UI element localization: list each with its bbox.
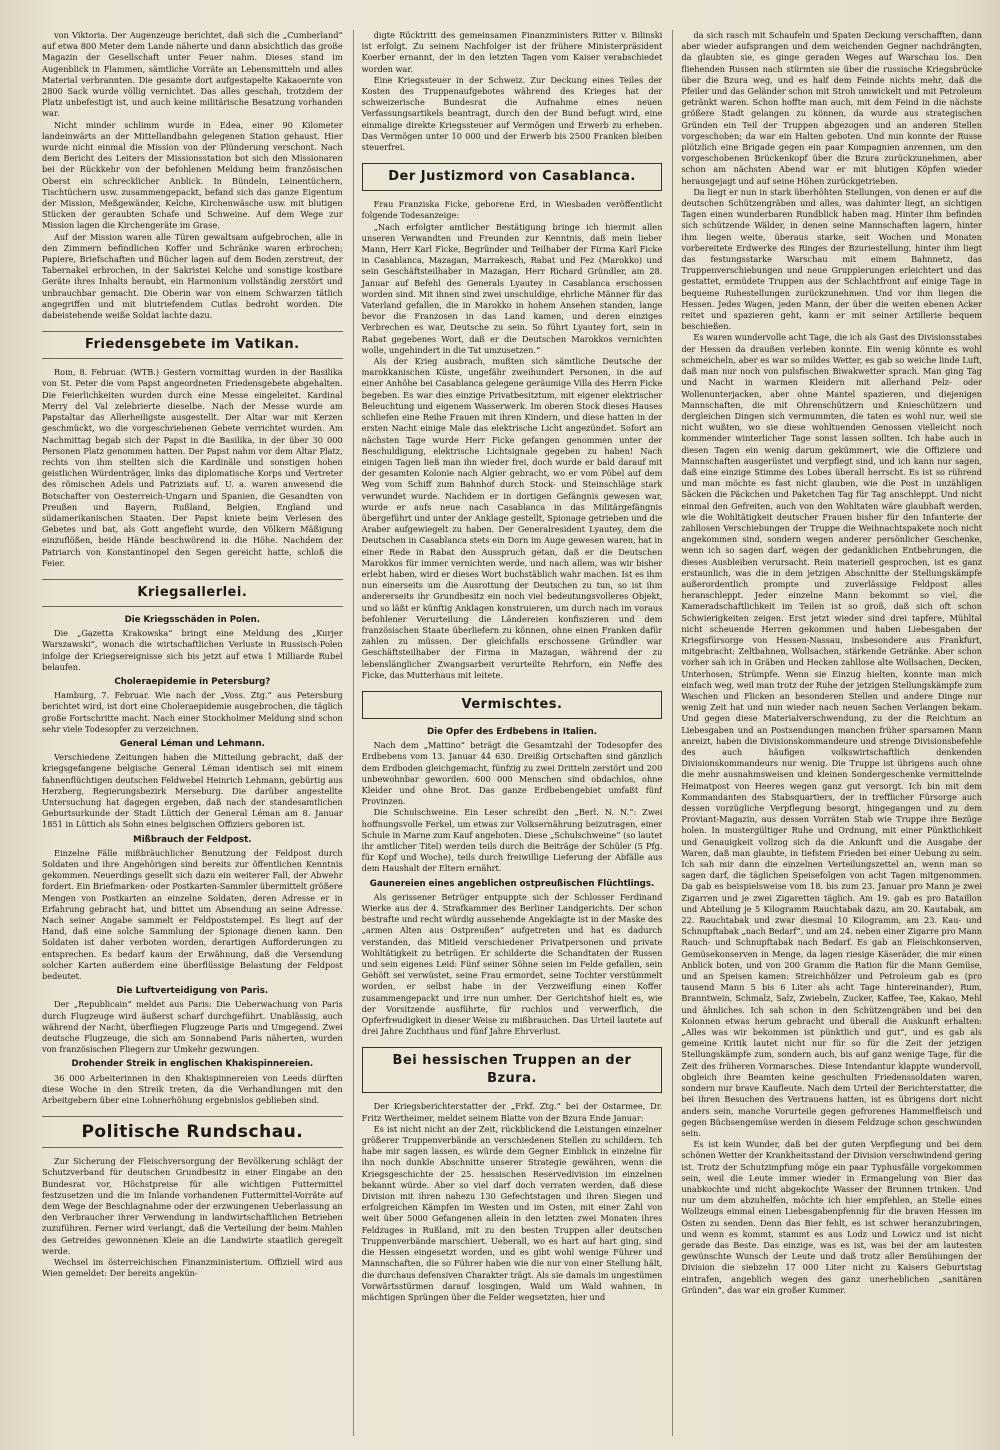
paragraph: Frau Franziska Ficke, geborene Erd, in Wiesbaden veröffentlicht folgende Todesanzeige: — [361, 199, 663, 221]
paragraph: Es ist kein Wunder, daß bei der guten Verpflegung und bei dem schönen Wetter der Krankheitsstand der Division verschwindend gering ist. Trotz der Schutzimpfung möge ein paar Typhusfälle vorgekommen sein, weil die Leute immer wieder in Ermangelung von Bier das unabkochte und nicht abgekochte Wasser der Brunnen trinken. Und nur um dem abzuhelfen, möchte ich hier empfehlen, an Stelle eines Wollzeugs einmal einen Liebesgabenpfennig für die braven Hessen im Osten zu senden. Denn das Bier fehlt, es ist schwer heranzubringen, und wenn es kommt, stammt es aus Lodz und Lowicz und ist nicht gerade das Beste. Das einzige, was es ist, was bei der am lautesten gewünschte Wunsch der Leute und daß trotz aller Bemühungen der Division die siebzehn 17 000 Liter nicht zu Kaisers Geburtstag eintrafen, angeblich wegen des ganz unerheblichen „sanitären Gründen“, das war ein großer Kummer. — [681, 1139, 983, 1295]
paragraph: Die Schulschweine. Ein Leser schreibt den „Berl. N. N.“: Zwei hoffnungsvolle Ferkel, um etwas zur Volksernährung beizutragen, einer Schule in Marne zum Kauf angeboten. Diese „Schulschweine“ (so lautet ihr amtlicher Titel) werden teils durch die Beiträge der Schüler (5 Pfg. für Kopf und Woche), teils durch freiwillige Lieferung der Abfälle aus dem Haushalt der Eltern ernährt. — [361, 807, 663, 874]
subheading: Die Kriegsschäden in Polen. — [124, 614, 261, 625]
paragraph: Da liegt er nun in stark überhöhten Stellungen, von denen er auf die deutschen Schützengräben und alles, was dahinter liegt, an sichtigen Tagen einen wunderbaren Rundblick haben mag. Hinter ihm befinden sich schützende Wälder, in denen seine Mannschaften lagern, hinter ihm liegen weite, überaus starke, seit Wochen und Monaten vorbereitete Erdwerke des Ringes der Bzuriestellung, hinter ihm liegt das festungsstarke Warschau mit einem Bahnnetz, das Truppenverschiebungen und neue Gruppierungen erleichtert und das gestattet, ermüdete Truppen aus der Schlachtfront auf einige Tage in bequeme Ruhestellungen zurückzunehmen. Und vor ihm liegen die Hessen. Jedes Wagen, jeden Mann, der über die weiten ebenen Acker reitet und spazieren geht, kann er mit seiner Artillerie bequem beschießen. — [681, 186, 983, 332]
paragraph: Eine Kriegssteuer in der Schweiz. Zur Deckung eines Teiles der Kosten des Truppenaufgebotes während des Krieges hat der schweizerische Bundesrat die Aufnahme eines neuen Verfassungsartikels beantragt, durch den der Bund befugt wird, eine einmalige direkte Kriegssteuer auf Vermögen und Erwerb zu erheben. Das Vermögen unter 10 000 und der Erwerb bis 2500 Franken bleiben steuerfrei. — [361, 74, 663, 153]
paragraph: Es waren wundervolle acht Tage, die ich als Gast des Divisionsstabes der Hessen da draußen verleben konnte. Ein wenig könnte es wohl schmeicheln, aber es war so mildes Wetter, es gab so weiche linde Luft, daß man nur noch von pulsfischen Biwakwetter sprach. Man ging Tag und Nacht in warmen Kleidern mit allerhand Pelz- oder Wollenunterjacken, aber ohne Mantel spazieren, und diejenigen Mannschaften, die mit Ohrenschützern und Knieschützern und dergleichen Dingen sich vermummten, die taten es wohl nur, weil sie nicht wußten, wo sie diese wohltuenden Genossen vielleicht noch kommender winterlicher Tage sonst lassen sollten. Ich habe auch in diesen Tagen ein wenig darum gekümmert, wie die Offiziere und Mannschaften ausgerüstet und verpflegt sind, und ich kann nur sagen, daß eine einzige Stimme des Lobes überall herrscht. Es ist so rührend und man möchte es fast nicht glauben, wie die Post in unzähligen Säcken die Päckchen und Paketchen Tag für Tag anschleppt. Und nicht einmal den Gefreiten, auch von den Wohltaten wäre glaubhaft werden, wie die Wohltätigkeit deutscher Frauen bisher für den Infanterie der zahllosen Verschiebungen der Truppe die Weihnachtspakete noch nicht angekommen sind, sondern wegen anderer persönlicher Geschenke, wenn ich so sagen darf, wegen der gedanklichen Entbehrungen, die dieses Ausbleiben verursacht. Rein materiell gesprochen, ist es ganz erstaunlich, was die in dem jetzigen Abschnitte der Stellungskämpfe außerordentlich prompte und zuverlässige Feldpost alles heranschleppt. Jeder einzelne Mann bekommt so viel, die Kameradschaftlichkeit im Teilen ist so groß, daß sich oft schon Schwierigkeiten zeigen. Erst jetzt wieder sind drei tapfere, Mühltal nicht scheuende Herren gekommen und haben Liebesgaben der Kriegsfürsorge von Hessen-Nassau, insbesondere aus Frankfurt, mitgebracht: Zeltbahnen, Wollsachen, stärkende Getränke. Aber schon vorher sah ich in Gräben und Hecken zahllose alte Wollsachen, Decken, Unterhosen, Strümpfe. Wenn sie Einzug hielten, konnte man mich einfach weg, weil man trotz der Ruhe der jetzigen Stellungskämpfe zum Waschen und Flicken an besonderen Stellen und andere Dinge nur wenig Zeit hat und nun wieder nach neuen Sachen Verlangen bekam. Und gegen diese Materialverschwendung, zu der die Reichtum an Liebesgaben und an Postsendungen manchen früher sparsamen Mann anreizt, haben die Divisionskommandeure und strenge Divisionsbefehle des auch häufigen volkswirtschaftlich denkenden Divisionskommandeurs nur wenig. Die Truppe ist übrigens auch ohne die mehr ausnahmsweisen und kleinen Sondergeschenke vermittelnde Heimatpost von Heeres wegen ganz gut versorgt. Ich bin mit dem Kommandanten des Stabsquartiers, der in trefflicher Fürsorge auch dessen vorzügliche Verpflegung besorgt, hingegangen und zu dem Proviant-Magazin, aus dessen Vorräten Stab wie Truppe ihre Bezüge holen. In mustergültiger Ruhe und Ordnung, mit einer Pünktlichkeit und Genauigkeit vollzog sich da die Ankunft und die Ausgabe der Waren, daß man glaubte, in tiefstem Frieden bei einer Uebung zu sein. Ich sah mir dann die einzelnen Verteilungszettel an, wenn man so sagen darf, die täglichen Speisefolgen von acht Tagen mitgenommen. Da gab es beispielsweise vom 18. bis zum 23. Januar pro Mann je zwei Zigarren und je zwei Zigaretten täglich. Am 19. gab es pro Bataillon und Abteilung je 5 Kilogramm Rauchtabak dazu, am 20. Kautabak, am 22. Rauchtabak und zwar diesmal 10 Kilogramm, am 23. Kau- und Schnupftabak „nach Bedarf“, und am 24. neben einer Zigarre pro Mann Rauch- und Schnupftabak nach Bedarf. Es gab an Fleischkonserven, Gemüsekonserven in Menge, da lagen riesige Käseräder, die mir einen Anblick boten, und von 200 Gramm die Ration für die Mann Gemüse, und an Speisen kamen: Streichhölzer und Petroleum gab es (pro tausend Mann 5 bis 6 Liter als acht Tage hintereinander), Rum, Branntwein, Schmalz, Salz, Zwiebeln, Zucker, Kaffee, Tee, Kakao, Mehl und ähnliches. Ich sah schon in den Schützengräben und bei den Kolonnen etwas herum gebracht und überall die Auskunft erhalten: „Alles was wir bekommen ist pünktlich und gut“, und es gab als gemeine Kritik lautet nicht nur für so für die Zeit der jetzigen Stellungskämpfe zum, sondern auch, bis auf ganz wenige Tage, für die Zeit des früheren Vormarsches. Diese Intendantur klappte wundervoll, obgleich ihre Beamten keine geschulten Friedenssoldaten waren, sondern nur brave Kaufleute. Nach dem Urteil der Berichterstatter, die bei ihren Besuchen des Vertrauens hatten, ist es übrigens dort nicht anders sein, manche Vorurteile gegen gefrorenes Hammelfleisch und gegen Büchsengemüse werden in diesem Feldzuge schon geschwunden sein. — [681, 332, 983, 1138]
paragraph: Verschiedene Zeitungen haben die Mitteilung gebracht, daß der kriegsgefangene belgische General Léman identisch sei mit einem fahnenflüchtigen deutschen Feldwebel Heinrich Lehmann, gebürtig aus Herzberg, Regierungsbezirk Merseburg. Die darüber angestellte Untersuchung hat dagegen ergeben, daß nach der standesamtlichen Geburtsurkunde der Stadt Lüttich der General Léman am 8. Januar 1851 in Lüttich als Sohn eines belgischen Offiziers geboren ist. — [42, 752, 343, 830]
subheading: Gaunereien eines angeblichen ostpreußischen Flüchtlings. — [369, 878, 655, 889]
paragraph: Zur Sicherung der Fleischversorgung der Bevölkerung schlägt der Schutzverband für deutschen Grundbesitz in einer Eingabe an den Bundesrat vor, Höchstpreise für alle wichtigen Futtermittel festzusetzen und die im Inlande vorhandenen Futtermittel-Vorräte auf dem Wege der Beschlagnahme oder der erzwungenen Ueberlassung an den Verbraucher ihrer Verwendung in landwirtschaftlichen Betrieben zuzuführen. Ferner wird verlangt, daß die Verteilung der beim Mahlen des Getreides gewonnenen Kleie an die Landwirte staatlich geregelt werde. — [42, 1156, 343, 1256]
column-1 — [42, 30, 343, 1436]
paragraph: Rom, 8. Februar. (WTB.) Gestern vormittag wurden in der Basilika von St. Peter die vom Papst angeordneten Friedensgebete abgehalten. Die Feierlichkeiten wurden durch eine Messe eingeleitet. Kardinal Merry del Val zelebrierte dieselbe. Nach der Messe wurde am Papstaltar das Allerheiligste ausgestellt. Der Altar war mit Kerzen geschmückt, wo die vorgeschriebenen Gebete verrichtet wurden. Am Nachmittag begab sich der Papst in die Basilika, in der über 30 000 Personen Platz genommen hatten. Der Papst nahm vor dem Altar Platz, rechts von ihm stellten sich die Kardinäle und sonstigen hohen geistlichen Würdenträger, links das diplomatische Korps und Vertreter des römischen Adels und Patriziats auf. U. a. waren anwesend die Botschafter von Oesterreich-Ungarn und Spanien, die Gesandten von Preußen und Bayern, Rußland, Belgien, England und südamerikanischen Staaten. Der Papst kniete beim Verlesen des Gebetes und bat, als Gott angefleht wurde, den Völkern Mäßigung einzuflößen, beide Hände beschwörend in die Höhe. Nachdem der Patriarch von Konstantinopel den Segen gereicht hatte, schloß die Feier. — [42, 367, 343, 568]
article-heading: Vermischtes. — [362, 691, 663, 719]
paragraph: da sich rasch mit Schaufeln und Spaten Deckung verschafften, dann aber wieder aufsprangen und dem weichenden Gegner nachdrängten, da glaubten sie, es ginge geraden Weges auf Warschau los. Den fliehenden Russen nach stürmten sie über die russische Kriegsbrücke über die Bzura weg, und es half dem Feinde nichts mehr, daß die Pfeiler und das Geländer schon mit Stroh umwickelt und mit Petroleum getränkt waren. Schon hoffte man auch, mit dem Feind in die nächste größere Stadt gelangen zu können, da wurde aus strategischen Gründen ein Teil der Truppen abgezogen und an anderen Stellen vorgeschoben; da war ein Halten geboten. Und nun konnte der Russe plötzlich eine Brigade gegen ein paar Kompagnien anrennen, um den vorgeschobenen Brückenkopf über die Bzura zurückzunehmen, aber schon am nächsten Abend war er mit blutigen Köpfen wieder herausgejagt und auf seine Höhen zurückgetrieben. — [681, 30, 983, 186]
paragraph: Einzelne Fälle mißbräuchlicher Benutzung der Feldpost durch Soldaten und ihre Angehörigen sind bereits zur öffentlichen Kenntnis gekommen. Neuerdings gesellt sich dazu ein weiterer Fall, der Abwehr fordert. Ein Briefmarken- oder Postkarten-Sammler übermittelt größere Mengen von Postkarten an einzelne Soldaten, deren Adresse er in Erfahrung gebracht hat, und bittet um Absendung an seine Adresse. Nach seiner Angabe sammelt er Feldpoststempel. Es liegt auf der Hand, daß eine solche Sammlung der Spionage dienen kann. Den Soldaten ist daher verboten worden, derartigen Aufforderungen zu entsprechen. Es bedarf kaum der Erwähnung, daß die Versendung solcher Karten außerdem eine überflüssige Belastung der Feldpost bedeutet. — [42, 847, 343, 982]
paragraph: Die „Gazetta Krakowska“ bringt eine Meldung des „Kurjer Warszawski“, wonach die wirtschaftlichen Verluste in Russisch-Polen infolge der Kriegsereignisse sich bis jetzt auf etwa 1 Milliarde Rubel belaufen. — [42, 628, 343, 672]
paragraph: Als der Krieg ausbrach, mußten sich sämtliche Deutsche der marokkanischen Küste, ungefähr zweihundert Personen, in die auf einer Anhöhe bei Casablanca gelegene geräumige Villa des Herrn Ficke begeben. Es war dies einzige Privatbesitztum, mit eigener elektrischer Beleuchtung und eigenem Wasserwerk. Im oberen Stock dieses Hauses schliefen eine Reihe Frauen mit ihren Kindern, und diese hatten in der ersten Nacht einige Male das elektrische Licht angezündet. Sofort am nächsten Tage wurde Herr Ficke gefangen genommen unter der Beschuldigung, elektrische Lichtsignale gegeben zu haben! Nach einigen Tagen ließ man ihn wieder frei, doch wurde er bald darauf mit der gesamten Kolonie nach Algier gebracht, wo er vom Pöbel auf dem Weg vom Schiff zum Bahnhof durch Stock- und Steinschläge stark verwundet wurde. Nachdem er in dortigen Gefängnis gewesen war, wurde er aufs neue nach Casablanca in das Militärgefängnis übergeführt und unter der Anklage gestellt, Spionage getrieben und die Araber aufgewiegelt zu haben. Der Generalresident Lyautey, dem die Deutschen in Casablanca stets ein Dorn im Auge gewesen waren, hat in einer Rede in Rabat den Ausspruch getan, daß er die Deutschen Marokkos für immer vernichten werde, und nach allem, was wir bisher erlebt haben, wird er dieses Wort buchstäblich wahr machen. Ist es ihm nun einerseits um die Ausrottung der Deutschen zu tun, so ist ihm andererseits ihr Grundbesitz ein noch viel bedeutungsvolleres Objekt, und so läßt er künftig Anklagen konstruieren, um durch nach im voraus befohlener Verurteilung die Ländereien konfiszieren und dem französischen Staate überliefern zu können, ohne einen Franken dafür zahlen zu müssen. Der gleichfalls erschossene Gründler war Geschäftsteilhaber der Firma in Mazagan, während der zu lebenslänglicher Zwangsarbeit verurteilte Rehrforn, ein Neffe des Ficke, das Mutterhaus mit leitete. — [361, 356, 663, 680]
column-3 — [672, 30, 982, 1436]
paragraph: Der Kriegsberichterstatter der „Frkf. Ztg.“ bei der Ostarmee, Dr. Fritz Wertheimer, meldet seinem Blatte von der Bzura Ende Januar: — [361, 1101, 663, 1123]
paragraph: Als gerissener Betrüger entpuppte sich der Schlosser Ferdinand Wierke aus der 4. Strafkammer des Berliner Landgerichts. Der schon bestrafte und recht würdig aussehende Angeklagte ist in der Maske des „armen Alten aus Ostpreußen“ aufgetreten und hat es dadurch verstanden, das Mitleid verschiedener Privatpersonen und private Wohltätigkeit zu betrügen. Er schilderte die Schandtaten der Russen und sein eigenes Leid: Fünf seiner Söhne seien im Felde gefallen, sein Gehöft sei verwüstet, seine Frau ermordet, seine Tochter verstümmelt worden, er selbst habe in der Verzweiflung einen Koffer zusammengepackt und irre nun umher. Der Gerichtshof hielt es, wie der Vorsitzende ausführte, für ruchlos und verwerflich, die Opferfreudigkeit in dieser Weise zu mißbrauchen. Das Urteil lautete auf drei Jahre Zuchthaus und fünf Jahre Ehrverlust. — [361, 891, 663, 1037]
paragraph: Der „Republicain“ meldet aus Paris: Die Ueberwachung von Paris durch Flugzeuge wird äußerst scharf durchgeführt. Unablässig, auch während der Nacht, überfliegen Flugzeuge Paris und Umgegend. Zwei deutsche Flugzeuge, die sich am Sonnabend Paris näherten, wurden von französischen Fliegern zur Umkehr gezwungen. — [42, 999, 343, 1055]
subheading: General Léman und Lehmann. — [119, 738, 265, 749]
subheading: Mißbrauch der Feldpost. — [133, 834, 252, 845]
subheading: Choleraepidemie in Petersburg? — [114, 676, 271, 687]
section-heading: Kriegsallerlei. — [42, 579, 343, 607]
paragraph: Es ist nicht nicht an der Zeit, rückblickend die Leistungen einzelner größerer Truppenverbände an verschiedenen Stellen zu schildern. Ich habe mir sagen lassen, es würde dem Gegner Einblick in einzelne für ihn noch dunkle Abschnitte unserer Strategie gewähren, wenn die Kriegsgeschichte der 25. hessischen Reservedivision im einzelnen bekannt würde. Aber so viel darf doch verraten werden, daß diese Division mit ihren nahezu 130 Gefechtstagen und ihren Siegen und erfolgreichen Kämpfen im Westen und im Osten, mit einer Zahl von weit über 5000 Gefangenen allein in den letzten zwei Monaten ihres Feldzuges in Rußland, mit zu den besten Truppen aller deutschen Truppenverbände marschiert. Ueberall, wo es hart auf hart ging, sind die Hessen eingesetzt worden, und es gibt wohl wenige Führer und Mannschaften, die so Führer haben wie die nur von einer Stellung hält, die durchaus defensiven Charakter trägt. Als sie damals im ungestümen Vorwärtsstürmen darauf losgingen, Wald um Wald wahnen, in mächtigen Sprüngen über die Felder wegsetzten, hier und — [361, 1123, 663, 1302]
section-heading: Friedensgebete im Vatikan. — [42, 331, 343, 359]
paragraph: Hamburg, 7. Februar. Wie nach der „Voss. Ztg.“ aus Petersburg berichtet wird, ist dort eine Choleraepidemie ausgebrochen, die täglich große Fortschritte macht. Nach einer Stockholmer Meldung sind schon sehr viele Todesopfer zu verzeichnen. — [42, 690, 343, 734]
column-container — [42, 30, 982, 1436]
paragraph: 36 000 Arbeiterinnen in den Khakispinnereien von Leeds dürften diese Woche in den Streik treten, da die Verhandlungen mit den Arbeitgebern über eine Lohnerhöhung ergebnislos geblieben sind. — [42, 1072, 343, 1106]
subheading: Die Opfer des Erdbebens in Italien. — [427, 726, 597, 737]
column-2 — [353, 30, 663, 1436]
paragraph: digte Rücktritt des gemeinsamen Finanzministers Ritter v. Bilinski ist erfolgt. Zu seinem Nachfolger ist der frühere Ministerpräsident Koerber ernannt, der in den letzten Tagen vom Kaiser verabschiedet worden war. — [361, 30, 663, 74]
subheading: Drohender Streik in englischen Khakispinnereien. — [71, 1059, 314, 1070]
paragraph: Auf der Mission waren alle Türen gewaltsam aufgebrochen, alle in den Zimmern befindlichen Koffer und Schränke waren erbrochen; Papiere, Briefschaften und Bücher lagen auf dem Boden zerstreut, der Tabernakel erbrochen, in der Sakristei Kelche und sonstige kostbare Geräte ihres Inhalts beraubt, ein Harmonium vollständig zerstört und unbrauchbar gemacht. Die Oberin war von einem Schwarzen tätlich angegriffen und mit blutriefendem Cutlas bedroht worden. Die dabeistehende weiße Soldat lachte dazu. — [42, 231, 343, 321]
article-heading: Bei hessischen Truppen an der Bzura. — [362, 1047, 663, 1093]
paragraph: von Viktoria. Der Augenzeuge berichtet, daß sich die „Cumberland“ auf etwa 800 Meter dem Lande näherte und dann absichtlich das große Magazin der Gesellschaft unter Feuer nahm. Dieses stand im Augenblick in Flammen, sämtliche Vorräte an Lebensmitteln und alles Material verbrannten. Die gesamte dort aufgestapelte Kakaoernte von 2800 Sack wurde völlig vernichtet. Das alles geschah, trotzdem der Platz unbefestigt ist, und auch keine militärische Besatzung vorhanden war. — [42, 30, 343, 119]
paragraph: Wechsel im österreichischen Finanzministerium. Offiziell wird aus Wien gemeldet: Der bereits angekün- — [42, 1257, 343, 1279]
section-heading: Politische Rundschau. — [42, 1116, 343, 1148]
subheading: Die Luftverteidigung von Paris. — [116, 986, 269, 997]
paragraph: „Nach erfolgter amtlicher Bestätigung bringe ich hiermit allen unseren Verwandten und Freunden zur Kenntnis, daß mein lieber Mann, Herr Karl Ficke, Begründer und Teilhaber der Firma Karl Ficke in Casablanca, Mazagan, Marrakesch, Rabat und Fez (Marokko) und sein Geschäftsteilhaber in Mazagan, Herr Richard Gründler, am 28. Januar auf Befehl des Generals Lyautey in Casablanca erschossen worden sind. Mit ihnen sind zwei unschuldige, ehrliche Männer für das Vaterland gefallen, die in Marokko in hohem Ansehen standen, lange bevor die Franzosen in das Land kamen, und deren einziges Verbrechen es war, Deutsche zu sein. So führt Lyautey fort, sein in Rabat gegebenes Wort, daß er die Deutschen Marokkos vernichten wolle, ungehindert in die Tat umzusetzen.“ — [361, 221, 663, 355]
paragraph: Nach dem „Mattino“ beträgt die Gesamtzahl der Todesopfer des Erdbebens vom 13. Januar 44 630. Dreißig Ortschaften sind gänzlich dem Erdboden gleichgemacht, fünfzig zu zwei Dritteln zerstört und 200 unbewohnbar geworden. 600 000 Menschen sind obdachlos, ohne Kleider und ohne Brot. Das ganze Erdbebengebiet umfaßt fünf Provinzen. — [361, 740, 663, 807]
paragraph: Nicht minder schlimm wurde in Edea, einer 90 Kilometer landeinwärts an der Mittellandbahn gelegenen Station gehaust. Hier wurde nicht einmal die Mission von der Plünderung verschont. Nach dem Bericht des Leiters der Missionsstation bot sich den Missionaren bei der Rückkehr von der befohlenen Meldung beim französischen Oberst ein schrecklicher Anblick. In Bündeln, Leinentüchern, Tischtüchern usw. zusammengepackt, befand sich das ganze Eigentum der Mission, Meßgewänder, Kelche, Kirchenwäsche usw. mit blutigen Stücken der geraubten Schafe und Schweine. Auf dem Wege zur Mission lagen die Kirchengeräte im Grase. — [42, 119, 343, 231]
article-heading: Der Justizmord von Casablanca. — [362, 163, 663, 191]
